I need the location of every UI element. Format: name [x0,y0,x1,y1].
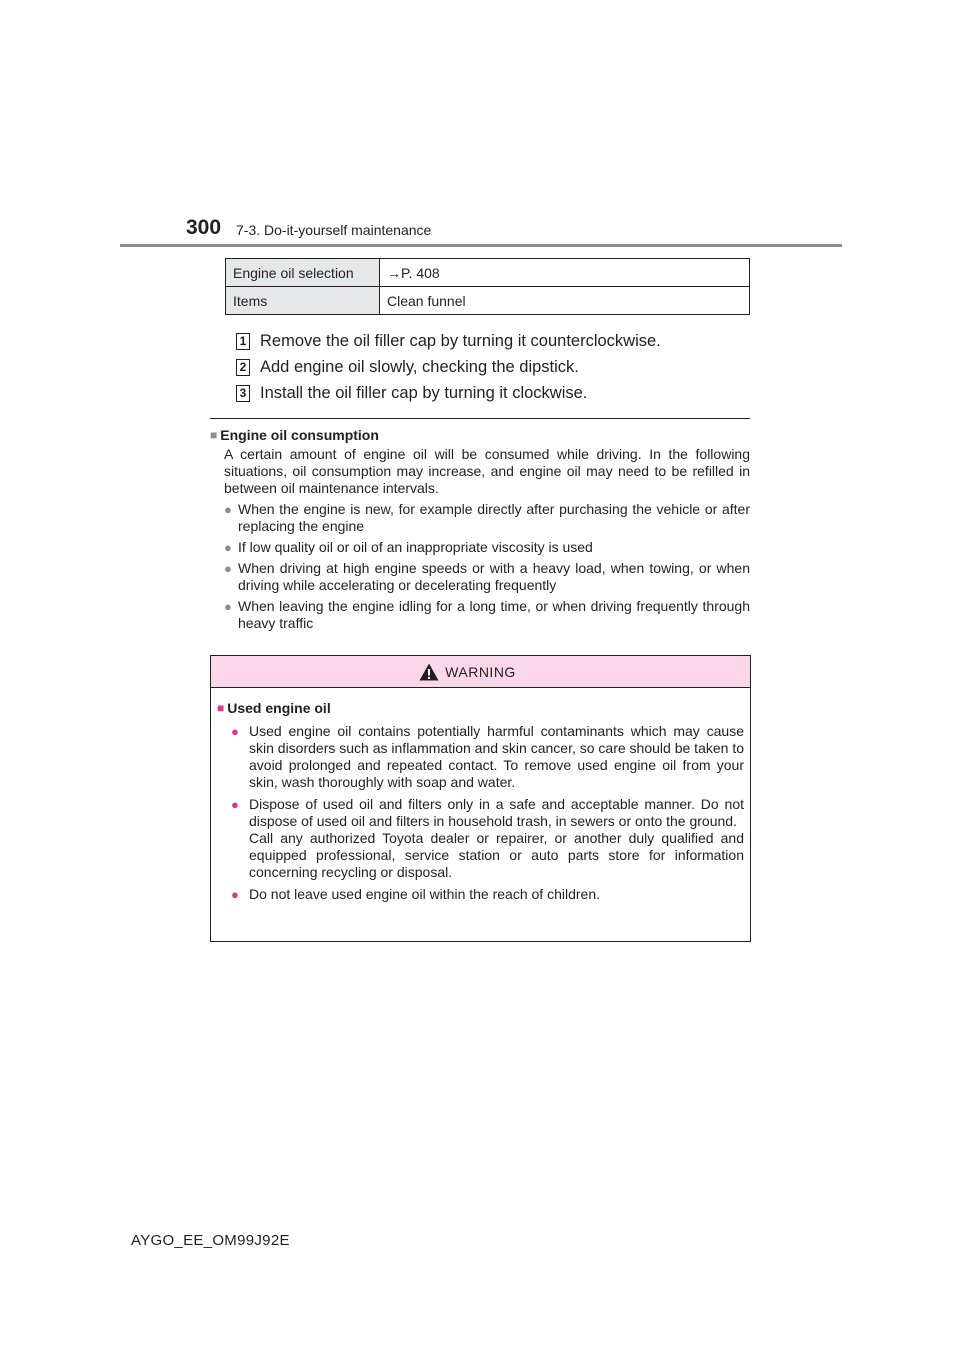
list-item-text-part: Call any authorized Toyota dealer or repairer, or another duly qualified and equipped professional, service station or auto parts store for information concerning recycling or disposal. [249,830,744,880]
list-item-text: Used engine oil contains potentially harmful contaminants which may cause skin disorders such as inflammation and skin cancer, so care should be taken to avoid prolonged and repeated contact. To remove used engine oil from your skin, wash thoroughly with soap and water. [249,723,744,790]
warning-triangle-icon [419,663,439,681]
circle-bullet-icon: ● [224,502,232,517]
section-divider [210,418,750,419]
circle-bullet-icon: ● [231,724,239,739]
section-title: 7-3. Do-it-yourself maintenance [236,222,432,238]
list-item [231,796,744,881]
page-number: 300 [186,216,222,239]
warning-heading: Used engine oil [227,700,331,716]
info-heading: Engine oil consumption [220,427,379,443]
list-item [224,598,750,632]
warning-header [211,656,750,688]
step-1 [236,331,661,351]
list-item [224,501,750,535]
list-item [224,539,750,556]
list-item-text: When the engine is new, for example directly after purchasing the vehicle or after replacing the engine [238,501,750,534]
square-bullet-icon: ■ [210,428,218,442]
step-text: Add engine oil slowly, checking the dipstick. [260,358,579,376]
table-cell-value: Clean funnel [380,287,750,315]
table-row [226,287,750,315]
list-item-text: When leaving the engine idling for a long time, or when driving frequently through heavy traffic [238,598,750,631]
step-text: Install the oil filler cap by turning it clockwise. [260,384,588,402]
list-item [231,723,744,791]
warning-heading-row [217,700,744,718]
circle-bullet-icon: ● [224,599,232,614]
warning-box [210,655,751,942]
step-2 [236,357,579,377]
list-item-text-part: Dispose of used oil and filters only in a safe and acceptable manner. Do not dispose of used oil and filters in household trash, in sewers or onto the ground. [249,796,744,829]
document-code: AYGO_EE_OM99J92E [131,1232,290,1249]
table-row [226,259,750,287]
circle-bullet-icon: ● [231,797,239,812]
step-number-badge: 2 [236,359,250,376]
info-paragraph: A certain amount of engine oil will be consumed while driving. In the following situations, oil consumption may increase, and engine oil may need to be refilled in between oil maintenance intervals. [224,446,750,496]
spec-table [225,258,750,315]
circle-bullet-icon: ● [231,887,239,902]
warning-body [211,688,750,903]
table-cell-label: Items [226,287,380,315]
step-text: Remove the oil filler cap by turning it counterclockwise. [260,332,661,350]
header-rule [120,244,842,247]
list-item-text: If low quality oil or oil of an inappropriate viscosity is used [238,539,593,555]
list-item-text: When driving at high engine speeds or with a heavy load, when towing, or when driving while accelerating or decelerating frequently [238,560,750,593]
circle-bullet-icon: ● [224,540,232,555]
step-number-badge: 3 [236,385,250,402]
list-item-text: Do not leave used engine oil within the reach of children. [249,886,600,902]
step-number-badge: 1 [236,333,250,350]
warning-title: WARNING [445,663,516,680]
list-item [224,560,750,594]
list-item-text [249,796,744,881]
table-cell-label: Engine oil selection [226,259,380,287]
step-3 [236,383,587,403]
info-section [210,427,750,632]
list-item [231,886,744,903]
square-bullet-icon: ■ [217,701,225,715]
info-heading-row [210,427,750,445]
table-cell-value: →P. 408 [380,259,750,287]
circle-bullet-icon: ● [224,561,232,576]
